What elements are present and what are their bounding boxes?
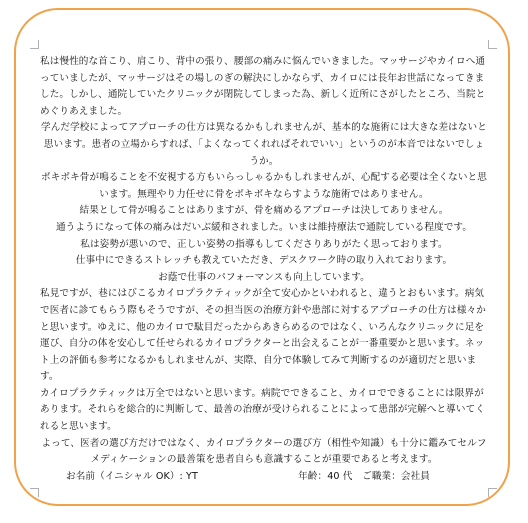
paragraph-opinion: 私見ですが、巷にはびこるカイロプラクティックが全て安心かといわれると、違うとおもいます。病気で医者に診てもらう際もそうですが、その担当医の治療方針や患部に対するアプローチの仕方は様々かと思います。ゆえに、他のカイロで駄目だったからあきらめるのではなく、いろんなクリニックに足を運び、自分の体を安心して任せられるカイロプラクターと出会えることが一番重要かと思います。ネット上の評価も参考になるかもしれませんが、実際、自分で体験してみて判断するのが適切だと思います。 (40, 288, 486, 383)
paragraph-conclusion: よって、医者の選び方だけではなく、カイロプラクターの選び方（相性や知識）も十分に鑑みてセルフメディケーションの最善策を患者自らも意識することが重要であると考えます。 (41, 437, 487, 466)
paragraph-limits: カイロプラクティックは万全ではないと思います。病院でできること、カイロでできることには限界があります。それらを総合的に判断して、最善の治療が受けられることによって患部が完解へと導いてくれると思います。 (40, 387, 485, 433)
paragraph-performance: お蔭で仕事のパフォーマンスも向上しています。 (158, 271, 370, 283)
layout-corner-mark (30, 488, 39, 497)
layout-corner-mark (488, 40, 497, 49)
author-profile: 年齢：40 代 ご職業：会社員 (298, 470, 430, 482)
layout-corner-mark (30, 40, 39, 49)
paragraph-bone-sound: ボキボキ骨が鳴ることを不安視する方もいらっしゃるかもしれませんが、心配する必要は全くないと思います。無理やり力任せに骨をボキボキならすような施術ではありません。 (41, 172, 487, 200)
paragraph-intro: 私は慢性的な首こり、肩こり、背中の張り、腰部の痛みに悩んでいきました。マッサージやカイロへ通っていましたが、マッサージはその場しのぎの解決にしかならず、カイロには長年お世話になってきました。しかし、通院していたクリニックが閉院してしまった為、新しく近所にさがしたところ、当院とめぐりあえました。 (40, 56, 486, 117)
paragraph-result: 結果として骨が鳴ることはありますが、骨を痛めるアプローチは決してありません。 (79, 205, 449, 217)
author-info (40, 469, 488, 486)
layout-corner-mark (488, 488, 497, 497)
paragraph-posture: 私は姿勢が悪いので、正しい姿勢の指導もしてくださりありがたく思っております。 (80, 238, 448, 250)
paragraph-approach: 学んだ学校によってアプローチの仕方は異なるかもしれませんが、基本的な施術には大きな差はないと思います。患者の立場からすれば、「よくなってくれればそれでいい」というのが本音ではないでしょうか。 (41, 122, 487, 167)
author-name: お名前（イニシャル OK）: YT (66, 470, 198, 482)
paragraph-stretch: 仕事中にできるストレッチも教えていただき、デスクワーク時の取り入れております。 (75, 255, 453, 267)
testimonial-content (40, 54, 488, 485)
paragraph-relief: 通うようになって体の痛みはだいぶ緩和されました。いまは維持療法で通院している程度です。 (55, 221, 473, 233)
